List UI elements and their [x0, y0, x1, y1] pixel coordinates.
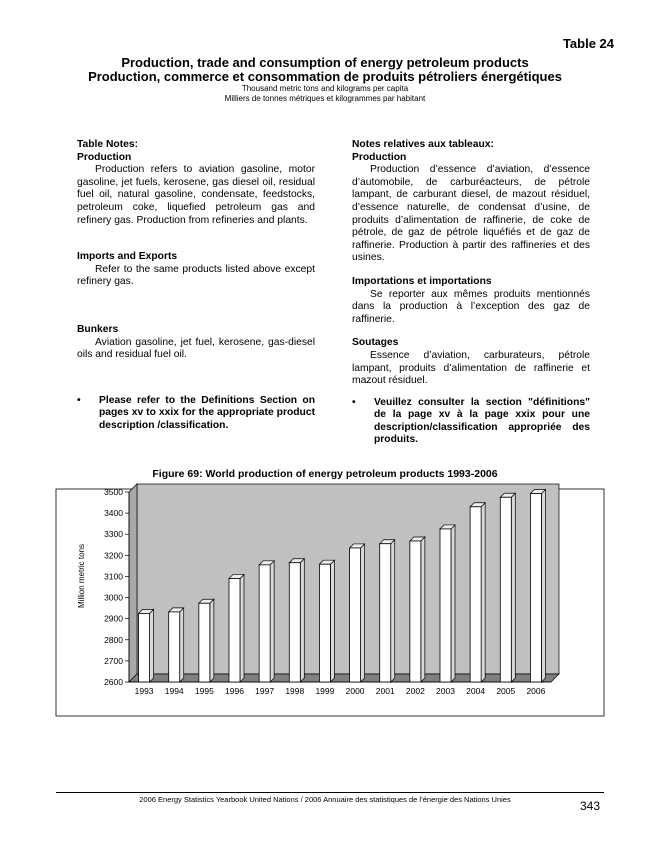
- x-tick-label: 2000: [345, 686, 365, 696]
- bar-side: [481, 503, 485, 682]
- y-tick-label: 3400: [104, 508, 123, 519]
- bar-front: [500, 497, 511, 682]
- bar-side: [180, 608, 184, 682]
- bar: [289, 559, 304, 682]
- footer-divider: [56, 792, 604, 793]
- bar: [199, 599, 214, 682]
- bar: [259, 561, 274, 682]
- bunkers-text: Essence d’aviation, carburateurs, pétrole lampant, produits d’alimentation de raffinerie et mazout résiduel.: [352, 349, 590, 387]
- page-title-english: Production, trade and consumption of energy petroleum products: [121, 55, 529, 70]
- table-label: Table 24: [562, 36, 614, 51]
- y-tick-label: 3000: [104, 592, 123, 603]
- bar-front: [139, 613, 150, 682]
- bar-side: [451, 525, 455, 682]
- production-heading: Production: [352, 151, 407, 163]
- x-tick-label: 2001: [375, 686, 395, 696]
- y-tick-label: 2600: [104, 677, 123, 687]
- bar: [530, 489, 545, 682]
- page-number: 343: [579, 799, 600, 813]
- y-tick-label: 2900: [104, 613, 123, 624]
- bar-side: [541, 489, 545, 682]
- bar-side: [240, 575, 244, 682]
- bunkers-heading: Soutages: [352, 337, 399, 349]
- bar-front: [169, 612, 180, 682]
- x-tick-label: 1993: [134, 686, 154, 696]
- x-tick-label: 2006: [526, 686, 546, 696]
- plot-side-wall: [129, 484, 137, 682]
- x-tick-label: 1999: [315, 686, 335, 696]
- bar: [440, 525, 455, 682]
- bar-side: [210, 599, 214, 682]
- bar-front: [319, 564, 330, 682]
- production-heading: Production: [77, 151, 132, 163]
- bar-side: [391, 540, 395, 682]
- bullet-point: •: [352, 396, 356, 408]
- bar: [350, 544, 365, 682]
- y-axis-label: Million metric tons: [77, 543, 86, 609]
- bunkers-text: Aviation gasoline, jet fuel, kerosene, gas-diesel oils and residual fuel oil.: [77, 336, 315, 361]
- x-tick-label: 1996: [225, 686, 244, 696]
- x-tick-label: 1997: [255, 686, 275, 696]
- page-title-french: Production, commerce et consommation de produits pétroliers énergétiques: [88, 69, 562, 84]
- bar: [470, 503, 485, 682]
- production-text: Production d’essence d’aviation, d’essence d’automobile, de carburéacteurs, de pétrole lampant, de carburant diesel, de mazout résiduel, d’essence naturelle, de condensat d’usine, de produits d’alimentation de raffinerie, de coke de pétrole, de gaz de pétrole liquéfiés et de gaz de raffinerie. Production à partir des raffineries et des usines.: [352, 164, 590, 264]
- notes-heading: Notes relatives aux tableaux:: [352, 139, 494, 150]
- bar: [500, 493, 515, 682]
- x-tick-label: 2004: [466, 686, 486, 696]
- bar-side: [270, 561, 274, 682]
- y-tick-label: 3500: [104, 487, 123, 497]
- bar: [319, 560, 334, 682]
- trade-heading: Imports and Exports: [77, 251, 178, 263]
- bar-front: [470, 507, 481, 682]
- bar-front: [289, 563, 300, 682]
- y-tick-label: 3200: [104, 550, 123, 561]
- notes-heading: Table Notes:: [77, 139, 139, 150]
- bar-side: [421, 537, 425, 682]
- x-tick-label: 1994: [164, 686, 184, 696]
- y-tick-label: 2800: [104, 634, 123, 645]
- bar: [410, 537, 425, 682]
- bar-side: [330, 560, 334, 682]
- subtitle-english: Thousand metric tons and kilograms per capita: [241, 84, 409, 93]
- x-tick-label: 2002: [405, 686, 425, 696]
- y-tick-label: 3100: [104, 571, 123, 582]
- x-tick-label: 2005: [496, 686, 516, 696]
- bar-front: [199, 603, 210, 682]
- bullet-point: •: [77, 394, 81, 406]
- bar: [139, 609, 154, 682]
- x-tick-label: 1998: [285, 686, 305, 696]
- bar-side: [300, 559, 304, 682]
- definitions-note-text: Veuillez consulter la section "définitions" de la page xv à la page xxix pour une description/classification appropriée des produits.: [374, 396, 590, 446]
- bar-side: [361, 544, 365, 682]
- production-text: Production refers to aviation gasoline, motor gasoline, jet fuels, kerosene, gas diesel oil, residual fuel oil, natural gasoline, condensate, feedstocks, petroleum coke, liquefied petroleum gas and refinery gas. Production from refineries and plants.: [77, 164, 315, 226]
- y-tick-label: 3300: [104, 529, 123, 540]
- y-tick-label: 2700: [104, 655, 123, 666]
- footer-text: 2006 Energy Statistics Yearbook United Nations / 2006 Annuaire des statistiques de l’énergie des Nations Unies: [139, 795, 511, 804]
- bar: [169, 608, 184, 682]
- bar: [380, 540, 395, 682]
- bar-front: [350, 548, 361, 682]
- figure-title: Figure 69: World production of energy petroleum products 1993-2006: [152, 468, 498, 480]
- plot-floor: [129, 674, 559, 682]
- bar-front: [410, 541, 421, 682]
- bar-front: [259, 565, 270, 682]
- bar: [229, 575, 244, 682]
- x-tick-label: 1995: [194, 686, 214, 696]
- bar-front: [530, 493, 541, 682]
- trade-text: Refer to the same products listed above except refinery gas.: [77, 263, 315, 288]
- trade-text: Se reporter aux mêmes produits mentionnés dans la production à l’exception des gaz de raffinerie.: [352, 288, 590, 325]
- bar-front: [229, 579, 240, 682]
- subtitle-french: Milliers de tonnes métriques et kilogrammes par habitant: [224, 94, 426, 103]
- definitions-note-text: Please refer to the Definitions Section on pages xv to xxix for the appropriate product description /classification.: [99, 394, 315, 431]
- bar-front: [440, 529, 451, 682]
- bar-side: [511, 493, 515, 682]
- trade-heading: Importations et importations: [352, 275, 492, 287]
- bar-side: [150, 609, 154, 682]
- x-tick-label: 2003: [436, 686, 455, 696]
- bunkers-heading: Bunkers: [77, 323, 119, 335]
- bar-front: [380, 544, 391, 682]
